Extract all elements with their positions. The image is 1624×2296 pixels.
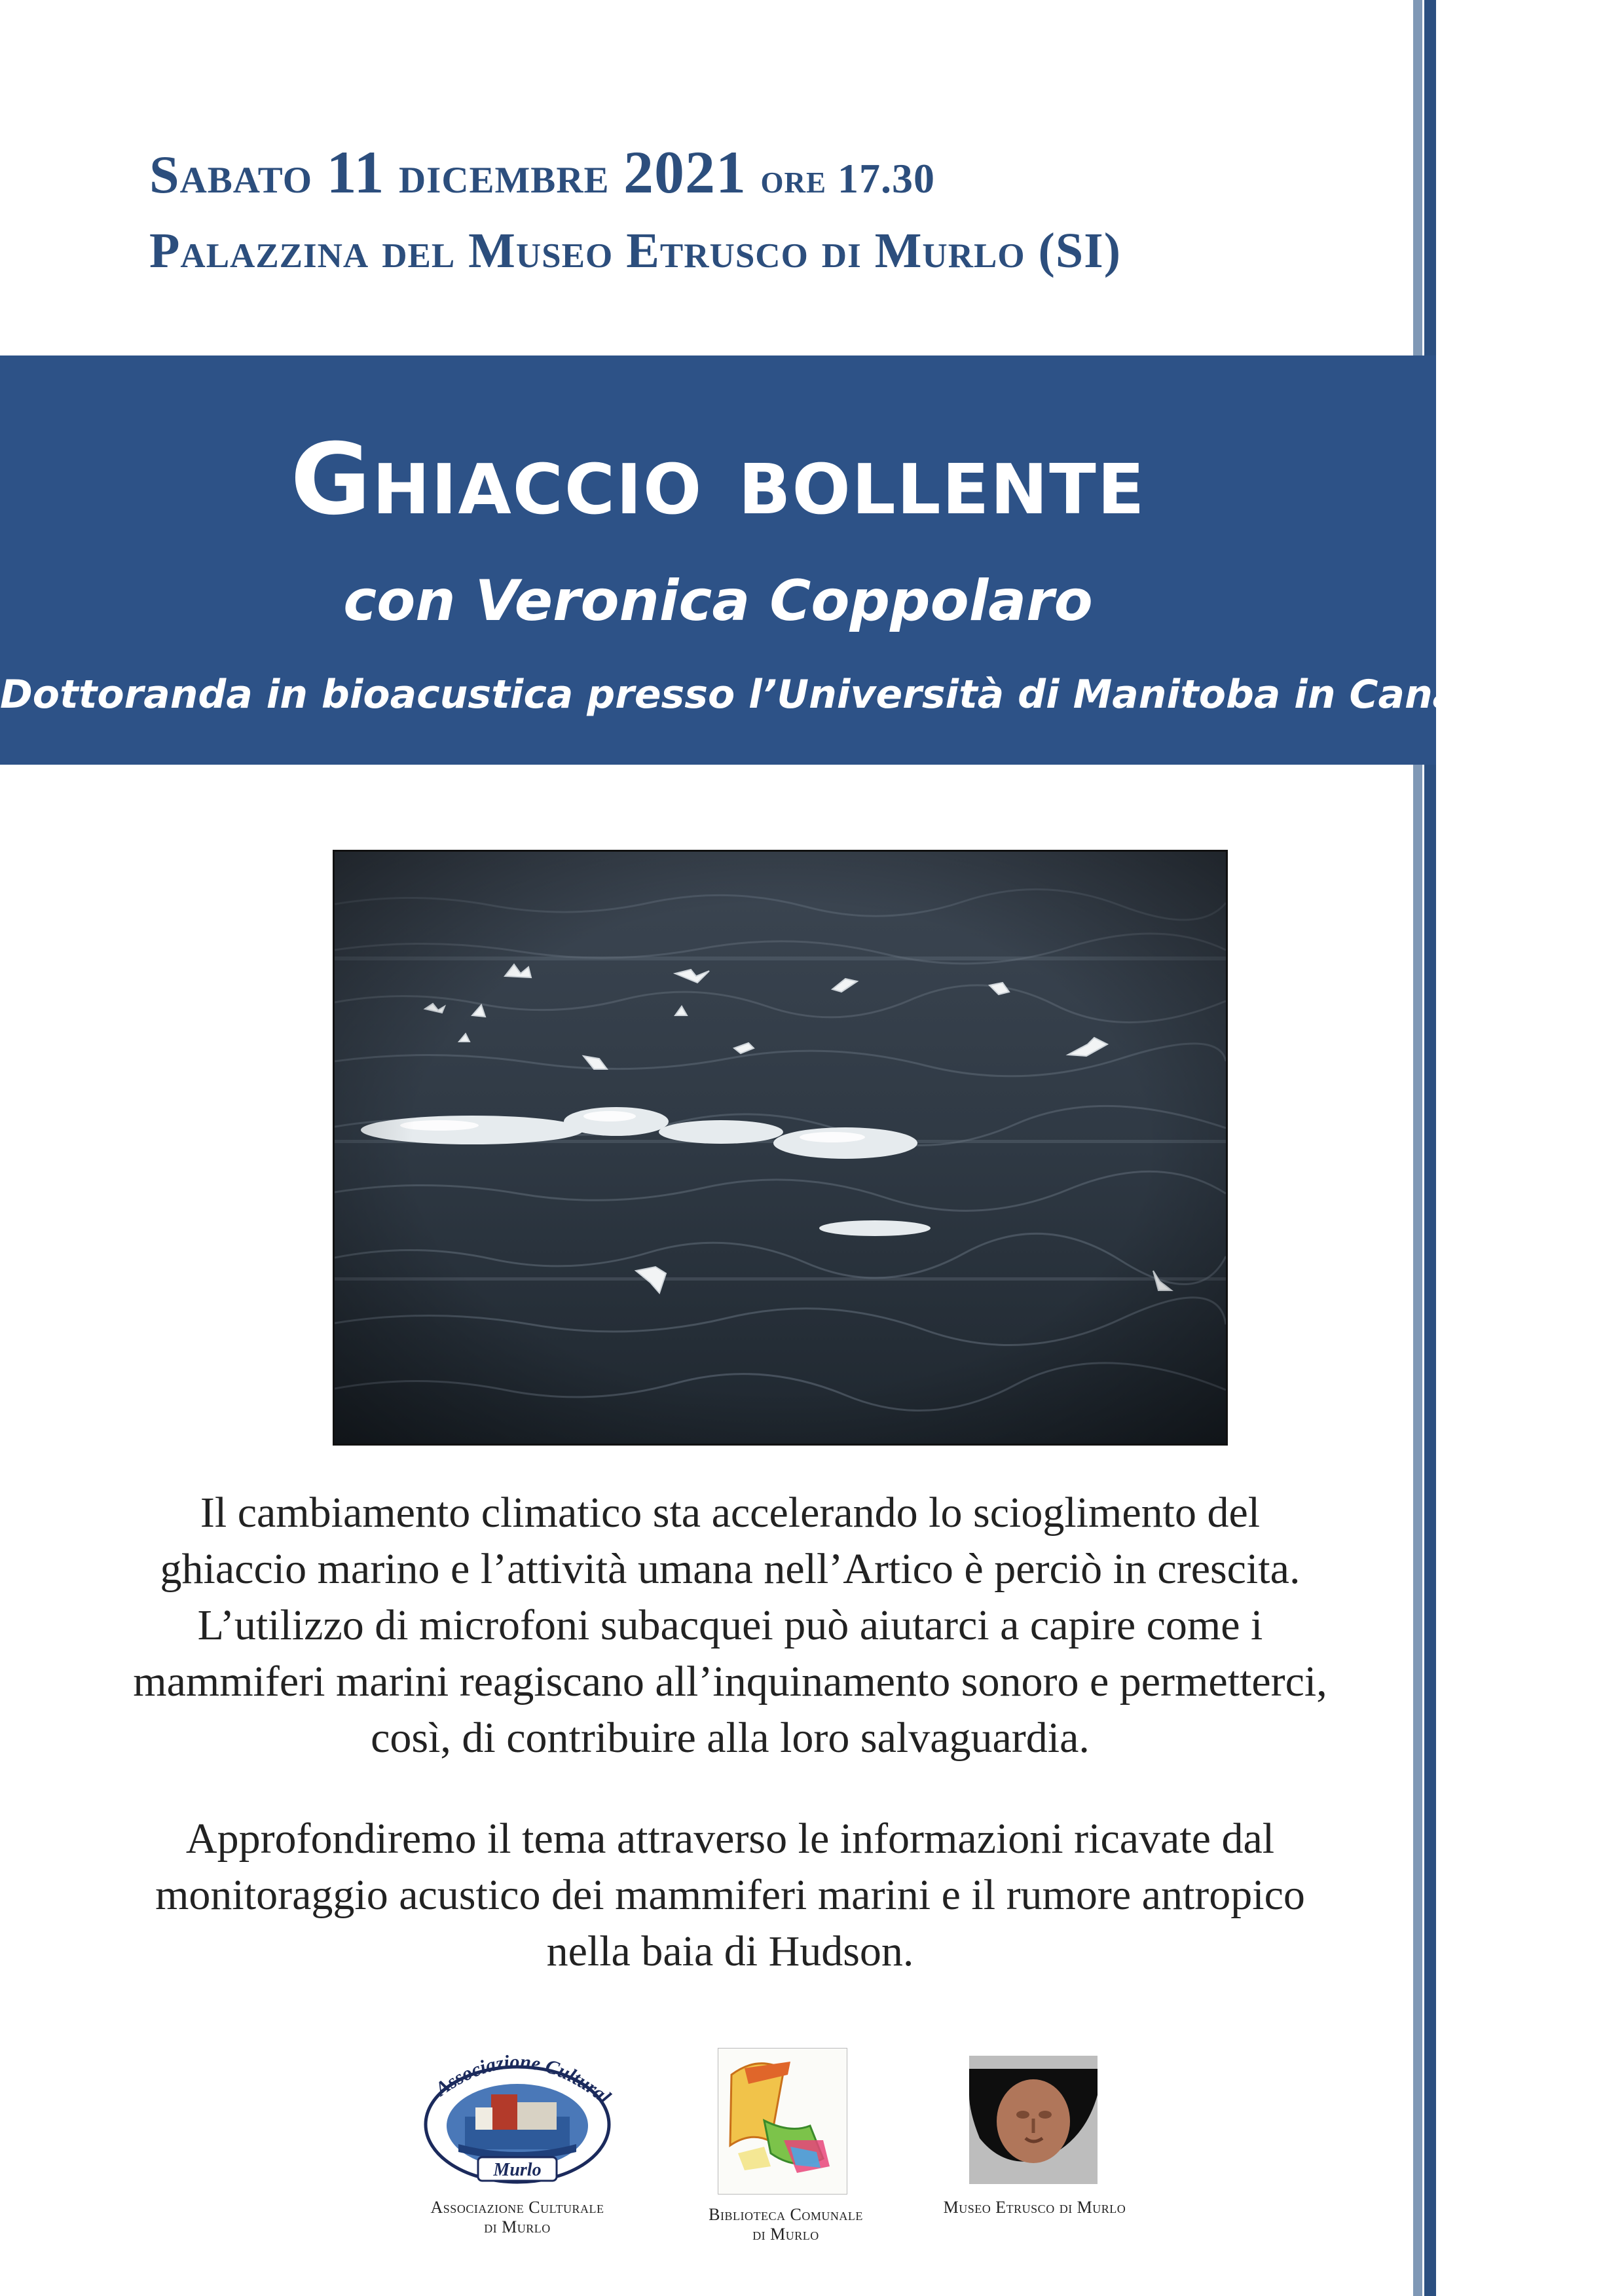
event-date-time xyxy=(149,136,1121,215)
speaker-name: con Veronica Coppolaro xyxy=(343,568,1093,634)
caption-line: di Murlo xyxy=(752,2225,819,2244)
date-prefix: Sabato xyxy=(149,145,313,204)
date-month: dicembre xyxy=(398,145,610,204)
event-header xyxy=(149,136,1121,287)
caption-line: di Murlo xyxy=(484,2217,551,2236)
title-banner xyxy=(0,355,1514,765)
caption-line: Associazione Culturale xyxy=(430,2198,604,2217)
caption-line: Biblioteca Comunale xyxy=(709,2205,863,2224)
description-paragraph-1: Il cambiamento climatico sta accelerando lo scioglimento del ghiaccio marino e l’attività umana nell’Artico è perciò in crescita. L’utilizzo di microfoni subacquei può aiutarci a capire come i mammiferi marini reagiscano all’inquinamento sonoro e permetterci, così, di contribuire alla loro salvaguardia. xyxy=(133,1489,1327,1762)
beluga-sea-image xyxy=(335,852,1226,1444)
caption-line: Museo Etrusco di Murlo xyxy=(943,2198,1126,2217)
event-venue: Palazzina del Museo Etrusco di Murlo (SI) xyxy=(149,223,1122,278)
description-paragraph-2: Approfondiremo il tema attraverso le informazioni ricavate dal monitoraggio acustico dei mammiferi marini e il rumore antropico nella baia di Hudson. xyxy=(155,1815,1305,1975)
beluga-photo xyxy=(333,850,1228,1446)
date-day: 11 xyxy=(326,139,385,206)
associazione-culturale-icon xyxy=(419,2046,616,2187)
associazione-culturale-logo xyxy=(419,2046,616,2187)
side-bar-dark xyxy=(1424,0,1436,2296)
event-title: Ghiaccio bollente xyxy=(290,423,1146,537)
associazione-culturale-caption xyxy=(399,2198,635,2237)
biblioteca-caption xyxy=(681,2205,891,2244)
side-bar-light xyxy=(1413,0,1422,2296)
museo-etrusco-icon xyxy=(969,2056,1098,2184)
logo-banner-text: Murlo xyxy=(493,2160,542,2180)
event-time: ore 17.30 xyxy=(760,155,936,202)
museo-etrusco-caption xyxy=(917,2198,1153,2217)
biblioteca-icon xyxy=(718,2049,847,2194)
date-year: 2021 xyxy=(623,139,747,206)
biblioteca-logo xyxy=(718,2048,847,2195)
speaker-role: Dottoranda in bioacustica presso l’Università di Manitoba in Canada xyxy=(0,672,1514,718)
logo-arc-text: Associazione Cultural xyxy=(431,2050,615,2109)
museo-etrusco-logo xyxy=(969,2056,1098,2184)
